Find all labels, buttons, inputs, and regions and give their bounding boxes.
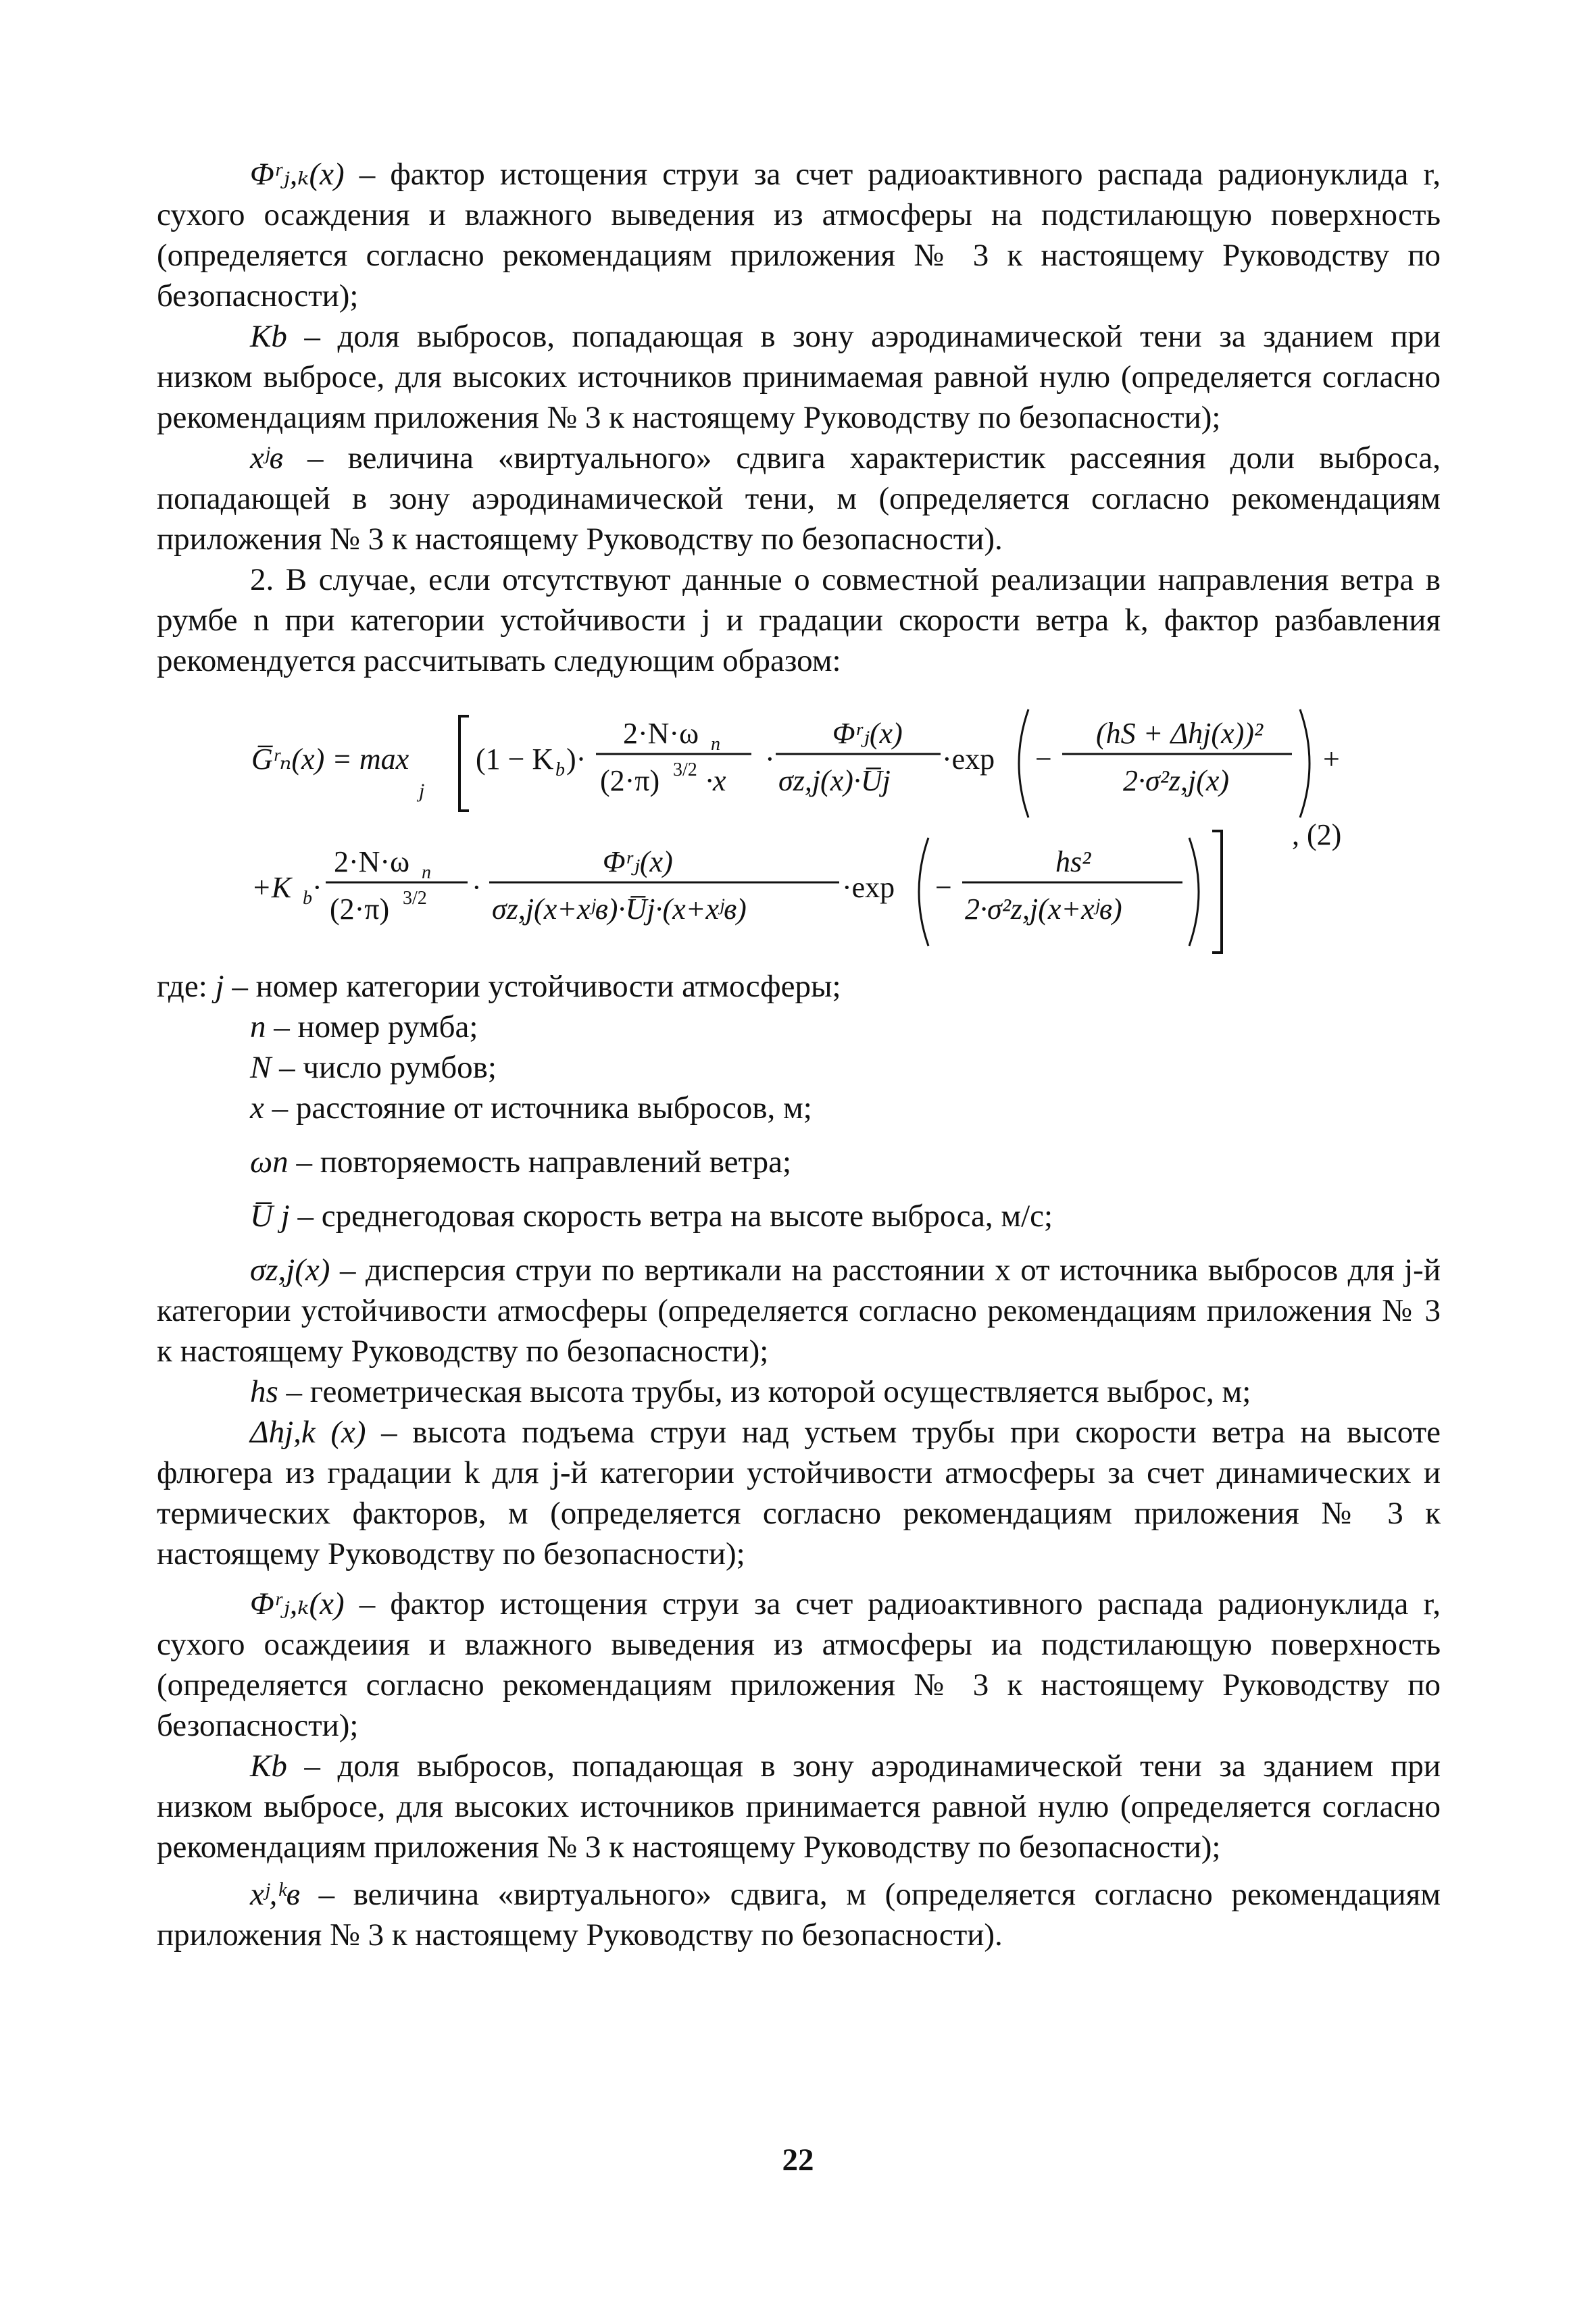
definition-kb xyxy=(157,1746,1441,1867)
frac4-denominator: (2·π) xyxy=(330,892,390,926)
frac1-numerator: 2·N·ω xyxy=(623,717,699,750)
definition-n xyxy=(157,1007,1441,1047)
page-number: 22 xyxy=(782,2142,814,2178)
definition-dh xyxy=(157,1412,1441,1574)
definitions-block xyxy=(157,966,1441,1955)
phi-symbol-2: Φʳⱼ,ₖ(x) xyxy=(250,1586,345,1621)
formula-exp-2: ·exp xyxy=(842,871,895,904)
line2-dot: · xyxy=(312,871,322,904)
frac1-denominator: (2·π) xyxy=(600,764,660,797)
frac1-denominator-sup: 3/2 xyxy=(673,759,697,780)
right-bracket xyxy=(1212,831,1222,953)
exp-close-paren xyxy=(1300,709,1310,818)
frac4-denominator-sup: 3/2 xyxy=(403,888,427,909)
paragraph-xv-definition xyxy=(157,438,1441,559)
top-text-block xyxy=(157,154,1441,681)
definition-x xyxy=(157,1088,1441,1128)
definition-xv xyxy=(157,1874,1441,1955)
phi-definition-text: – фактор истощения струи за счет радиоактивного распада радионуклида r, сухого осаждения и влажного выведения из атмосферы на подстилающую поверхность (определяется согласно рекомендациям приложения № 3 к настоящему Руководству по безопасности); xyxy=(157,157,1441,313)
x-symbol: x xyxy=(250,1090,264,1126)
paragraph-phi-definition xyxy=(157,154,1441,316)
frac2-numerator: Φʳⱼ(x) xyxy=(832,717,903,750)
U-symbol: U̅ j xyxy=(250,1199,290,1234)
formula-lhs: G̅ʳₙ(x) = max xyxy=(251,743,409,776)
frac4-numerator-sub: n xyxy=(422,862,431,883)
xv-symbol-2: xʲ,ᵏв xyxy=(250,1877,300,1912)
definition-N xyxy=(157,1047,1441,1088)
sigma-definition-text: – дисперсия струи по вертикали на расстоянии x от источника выбросов для j-й категории устойчивости атмосферы (определяется согласно рекомендациям приложения № 3 к настоящему Руководству по безопасности); xyxy=(157,1253,1441,1369)
frac6-denominator: 2·σ²z,j(x+xʲв) xyxy=(965,892,1122,926)
definition-j xyxy=(157,966,1441,1007)
definition-sigma xyxy=(157,1250,1441,1372)
formula-close: )· xyxy=(566,743,587,776)
formula-2 xyxy=(157,689,1441,959)
omega-symbol: ωn xyxy=(250,1145,289,1180)
hs-symbol: hs xyxy=(250,1374,278,1409)
formula-open: (1 − K xyxy=(476,743,554,776)
frac3-denominator: 2·σ²z,j(x) xyxy=(1123,764,1230,797)
line2-plus: +K xyxy=(251,871,292,904)
frac1-denominator-tail: ·x xyxy=(705,764,726,797)
n-symbol: n xyxy=(250,1009,266,1045)
frac3-minus: − xyxy=(1035,743,1052,776)
frac-dot: · xyxy=(765,743,775,776)
j-definition-text: – номер категории устойчивости атмосферы; xyxy=(224,969,841,1004)
formula-plus-end: + xyxy=(1323,743,1340,776)
where-prefix: где: xyxy=(157,969,216,1004)
paragraph-case-2 xyxy=(157,559,1441,681)
U-definition-text: – среднегодовая скорость ветра на высоте выброса, м/с; xyxy=(289,1199,1053,1234)
frac4-numerator: 2·N·ω xyxy=(334,845,410,878)
hs-definition-text: – геометрическая высота трубы, из которой осуществляется выброс, м; xyxy=(278,1374,1251,1409)
xv-definition-text: – величина «виртуального» сдвига характеристик рассеяния доли выброса, попадающей в зону аэродинамической тени, м (определяется согласно рекомендациям приложения № 3 к настоящему Руководству по безопасности). xyxy=(157,441,1441,557)
frac6-numerator: hs² xyxy=(1055,845,1091,878)
exp-open-paren xyxy=(1019,709,1028,818)
phi-symbol: Φʳⱼ,ₖ(x) xyxy=(250,157,345,192)
formula-open-sub: b xyxy=(555,759,565,780)
N-symbol: N xyxy=(250,1050,272,1085)
n-definition-text: – номер румба; xyxy=(266,1009,478,1045)
line2-dot-2: · xyxy=(472,871,482,904)
formula-max-sub: j xyxy=(419,780,425,802)
definition-hs xyxy=(157,1372,1441,1412)
kb-definition-text: – доля выбросов, попадающая в зону аэродинамической тени за зданием при низком выбросе, для высоких источников принимаемая равной нулю (определяется согласно рекомендациям приложения № 3 к настоящему Руководству по безопасности); xyxy=(157,319,1441,435)
N-definition-text: – число румбов; xyxy=(271,1050,497,1085)
line2-plus-sub: b xyxy=(303,888,312,909)
exp2-open-paren xyxy=(919,838,928,946)
kb-definition-text-2: – доля выбросов, попадающая в зону аэродинамической тени за зданием при низком выбросе, для высоких источников принимается равной нулю (определяется согласно рекомендациям приложения № 3 к настоящему Руководству по безопасности); xyxy=(157,1749,1441,1865)
kb-symbol-2: Kb xyxy=(250,1749,287,1784)
frac5-numerator: Φʳⱼ(x) xyxy=(603,845,673,878)
paragraph-kb-definition xyxy=(157,316,1441,438)
frac5-denominator: σz,j(x+xʲв)·U̅j·(x+xʲв) xyxy=(492,892,747,926)
frac2-denominator: σz,j(x)·U̅j xyxy=(778,764,891,797)
xv-symbol: xʲв xyxy=(250,441,283,476)
frac1-numerator-sub: n xyxy=(711,734,720,755)
case-2-text: 2. В случае, если отсутствуют данные о совместной реализации направления ветра в румбе n при категории устойчивости j и градации скорости ветра k, фактор разбавления рекомендуется рассчитывать следующим образом: xyxy=(157,562,1441,678)
x-definition-text: – расстояние от источника выбросов, м; xyxy=(264,1090,812,1126)
sigma-symbol: σz,j(x) xyxy=(250,1253,330,1288)
dh-definition-text: – высота подъема струи над устьем трубы при скорости ветра на высоте флюгера из градации k для j-й категории устойчивости атмосферы за счет динамических и термических факторов, м (определяется согласно рекомендациям приложения № 3 к настоящему Руководству по безопасности); xyxy=(157,1415,1441,1571)
definition-omega xyxy=(157,1142,1441,1182)
xv-definition-text-2: – величина «виртуального» сдвига, м (определяется согласно рекомендациям приложения № 3 к настоящему Руководству по безопасности). xyxy=(157,1877,1441,1953)
omega-definition-text: – повторяемость направлений ветра; xyxy=(288,1145,792,1180)
j-symbol: j xyxy=(215,969,224,1004)
frac6-minus: − xyxy=(935,871,952,904)
formula-number: , (2) xyxy=(1292,818,1342,851)
formula-exp: ·exp xyxy=(942,743,995,776)
kb-symbol: Kb xyxy=(250,319,287,354)
exp2-close-paren xyxy=(1189,838,1199,946)
left-bracket xyxy=(459,716,469,811)
definition-U xyxy=(157,1196,1441,1236)
dh-symbol: Δhj,k (x) xyxy=(250,1415,366,1450)
frac3-numerator: (hS + Δhj(x))² xyxy=(1096,717,1264,750)
phi-definition-text-2: – фактор истощения струи за счет радиоактивного распада радионуклида r, сухого осаждеиия и влажного выведения из атмосферы иа подстилающую поверхность (определяется согласно рекомендациям приложения № 3 к настоящему Руководству по безопасности); xyxy=(157,1586,1441,1743)
definition-phi xyxy=(157,1584,1441,1746)
